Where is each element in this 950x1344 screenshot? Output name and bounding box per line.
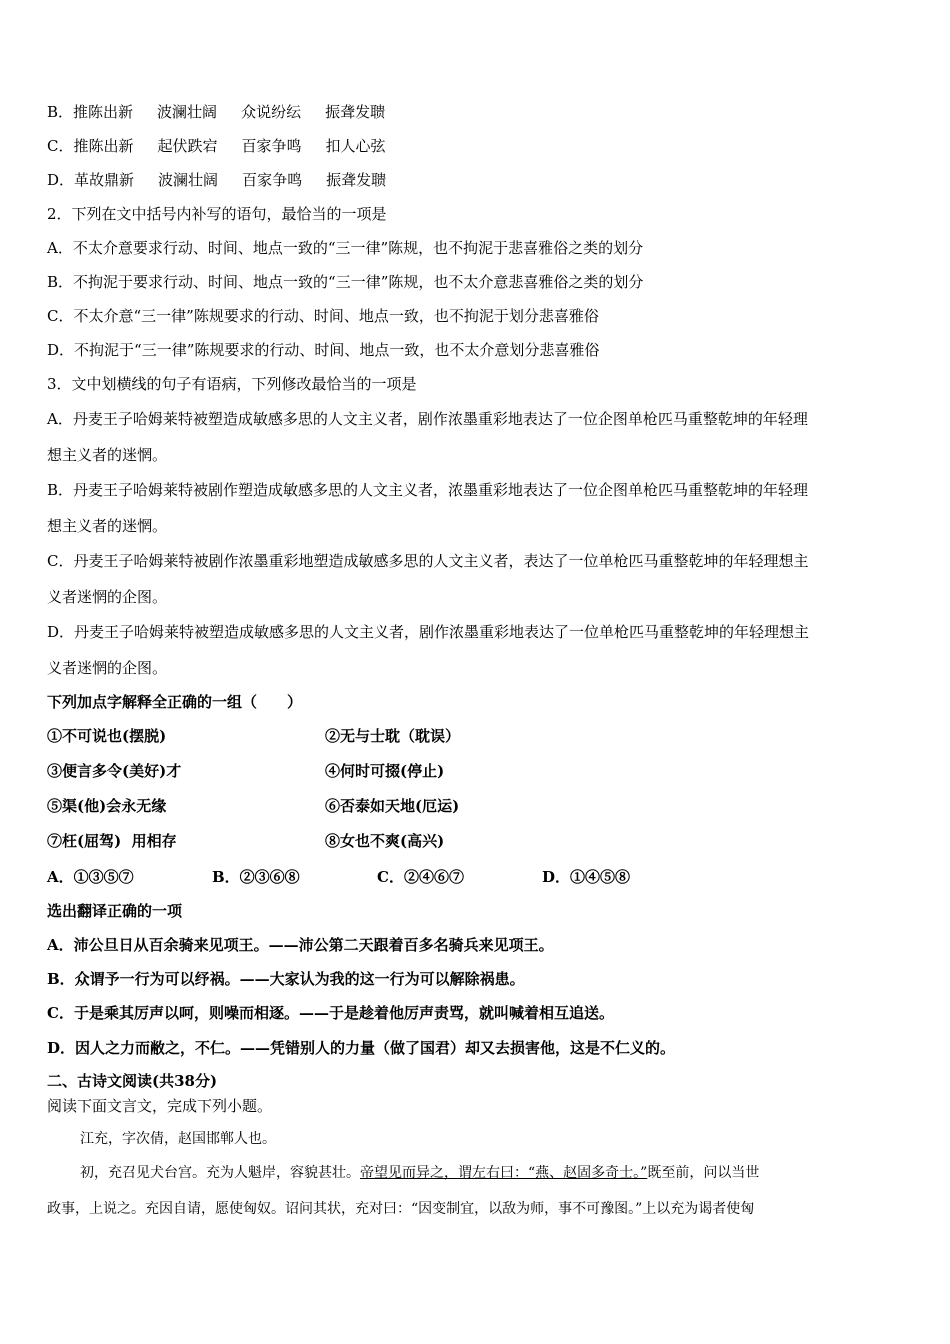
q3-option-a-cont: 想主义者的迷惘。 (47, 446, 168, 464)
q2-option-d: D．不拘泥于“三一律”陈规要求的行动、时间、地点一致，也不太介意划分悲喜雅俗 (47, 341, 600, 359)
passage-text: 初，充召见犬台宫。充为人魁岸，容貌甚壮。 (80, 1165, 360, 1181)
word: 扣人心弦 (325, 137, 386, 155)
word: 推陈出新 (73, 103, 134, 121)
word: 百家争鸣 (242, 171, 303, 189)
q4-stem: 下列加点字解释全正确的一组（ ） (47, 693, 303, 711)
passage-p2 (80, 1163, 759, 1183)
q3-stem: 3．文中划横线的句子有语病，下列修改最恰当的一项是 (47, 375, 417, 393)
passage-text: 既至前，问以当世 (647, 1165, 760, 1181)
q1-option-c (47, 136, 386, 156)
option-label: B． (47, 103, 74, 121)
q3-option-c: C．丹麦王子哈姆莱特被剧作浓墨重彩地塑造成敏感多思的人文主义者，表达了一位单枪匹马重整乾坤的年轻理想主 (47, 552, 809, 570)
q2-stem: 2．下列在文中括号内补写的语句，最恰当的一项是 (47, 205, 387, 223)
q3-option-d: D．丹麦王子哈姆莱特被塑造成敏感多思的人文主义者，剧作浓墨重彩地表达了一位单枪匹马重整乾坤的年轻理想主 (47, 623, 810, 641)
word: 革故鼎新 (74, 171, 135, 189)
word: 起伏跌宕 (157, 137, 218, 155)
word: 波澜壮阔 (158, 171, 219, 189)
q4-answer-d: D．①④⑤⑧ (542, 868, 631, 886)
q4-item-4: ④何时可掇(停止) (325, 762, 445, 780)
q5-stem: 选出翻译正确的一项 (47, 902, 183, 920)
q4-item-2: ②无与士耽（耽误） (325, 727, 461, 745)
passage-p3: 政事，上说之。充因自请，愿使匈奴。诏问其状，充对曰：“因变制宜，以敌为师，事不可豫图。”上以充为谒者使匈 (47, 1201, 755, 1217)
option-label: D． (47, 171, 75, 189)
q4-item-8: ⑧女也不爽(高兴) (325, 832, 445, 850)
q2-option-a: A．不太介意要求行动、时间、地点一致的“三一律”陈规，也不拘泥于悲喜雅俗之类的划分 (47, 239, 644, 257)
q4-item-6: ⑥否泰如天地(厄运) (325, 797, 460, 815)
underlined-sentence: 帝望见而异之，谓左右曰：“燕、赵固多奇士。” (360, 1165, 648, 1181)
q2-option-b: B．不拘泥于要求行动、时间、地点一致的“三一律”陈规，也不太介意悲喜雅俗之类的划分 (47, 273, 644, 291)
passage-p1: 江充，字次倩，赵国邯郸人也。 (80, 1131, 276, 1147)
q4-answer-c: C．②④⑥⑦ (377, 868, 464, 886)
word: 百家争鸣 (241, 137, 302, 155)
q1-option-b (47, 102, 385, 122)
q3-option-c-cont: 义者迷惘的企图。 (47, 588, 168, 606)
section2-intro: 阅读下面文言文，完成下列小题。 (47, 1097, 273, 1115)
section2-title: 二、古诗文阅读(共38分) (47, 1072, 218, 1090)
q3-option-d-cont: 义者迷惘的企图。 (47, 659, 168, 677)
q4-item-1: ①不可说也(摆脱) (47, 727, 167, 745)
q2-option-c: C．不太介意“三一律”陈规要求的行动、时间、地点一致，也不拘泥于划分悲喜雅俗 (47, 307, 599, 325)
q4-item-3: ③便言多令(美好)才 (47, 762, 182, 780)
q3-option-a: A．丹麦王子哈姆莱特被塑造成敏感多思的人文主义者，剧作浓墨重彩地表达了一位企图单枪匹马重整乾坤的年轻理 (47, 410, 808, 428)
q3-option-b: B．丹麦王子哈姆莱特被剧作塑造成敏感多思的人文主义者，浓墨重彩地表达了一位企图单枪匹马重整乾坤的年轻理 (47, 481, 809, 499)
q4-answer-a: A．①③⑤⑦ (47, 868, 134, 886)
q4-answer-b: B．②③⑥⑧ (212, 868, 300, 886)
q4-item-5: ⑤渠(他)会永无缘 (47, 797, 167, 815)
word: 推陈出新 (73, 137, 134, 155)
word: 波澜壮阔 (157, 103, 218, 121)
q3-option-b-cont: 想主义者的迷惘。 (47, 517, 168, 535)
q5-option-b: B．众谓予一行为可以纾祸。——大家认为我的这一行为可以解除祸患。 (47, 970, 525, 988)
word: 振聋发聩 (325, 103, 386, 121)
q4-item-7: ⑦枉(屈驾) 用相存 (47, 832, 177, 850)
option-label: C． (47, 137, 74, 155)
word: 振聋发聩 (326, 171, 387, 189)
q5-option-d: D．因人之力而敝之，不仁。——凭错别人的力量（做了国君）却又去损害他，这是不仁义的。 (47, 1039, 676, 1057)
q5-option-c: C．于是乘其厉声以呵，则噪而相逐。——于是趁着他厉声责骂，就叫喊着相互追送。 (47, 1004, 614, 1022)
word: 众说纷纭 (241, 103, 302, 121)
q1-option-d (47, 170, 386, 190)
q5-option-a: A．沛公旦日从百余骑来见项王。——沛公第二天跟着百多名骑兵来见项王。 (47, 936, 554, 954)
